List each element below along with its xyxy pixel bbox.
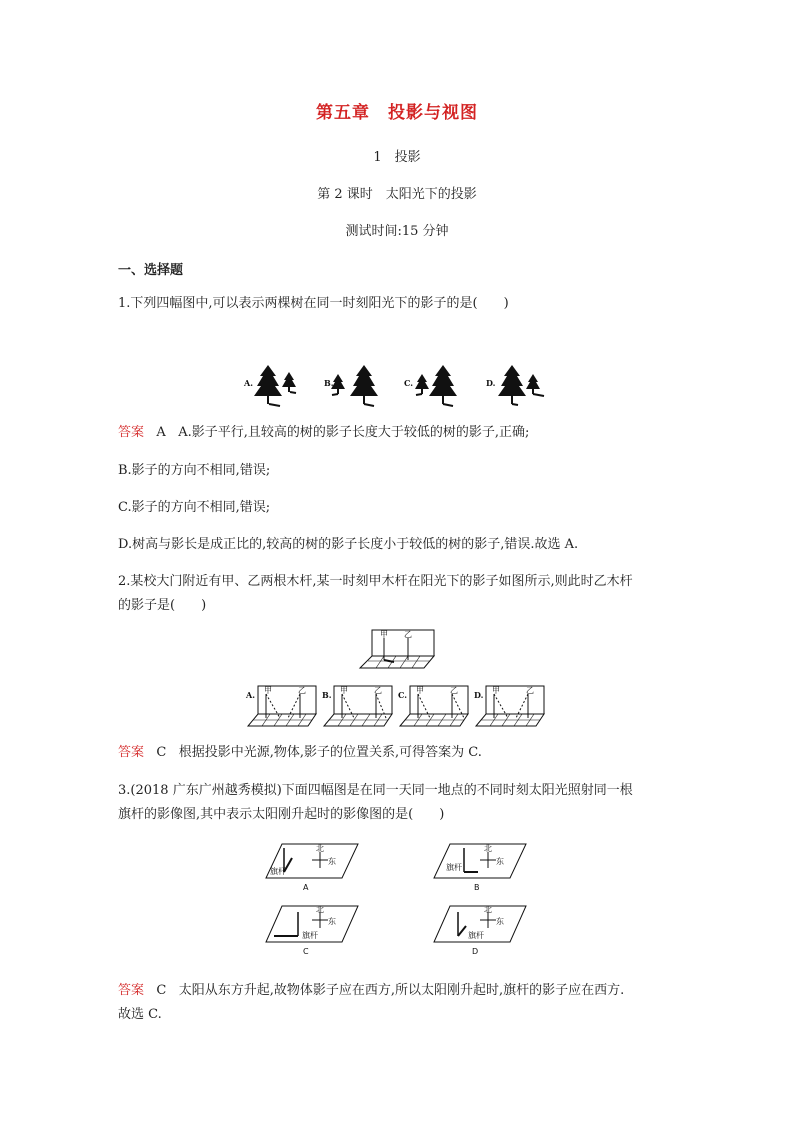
q2-pole-jia-label: 甲 [380,630,388,639]
q3-option-a [266,843,358,892]
lesson-title: 第 2 课时 太阳光下的投影 [317,187,477,202]
q3-stem-line-2: 旗杆的影像图,其中表示太阳刚升起时的影像图的是( ) [118,807,445,822]
q2-reference-figure [356,628,442,670]
q1-option-label-b: B. [324,378,334,388]
q2-stem-line-2: 的影子是( ) [118,598,207,613]
q2-option-a-jia: 甲 [264,686,272,695]
q1-option-a-trees [254,365,296,406]
q3-b-pole: 旗杆 [446,863,462,872]
q3-answer-label: 答案 [118,983,145,998]
q2-answer-letter: C [156,745,167,760]
q3-option-label-a: A [303,883,309,892]
q1-option-label-d: D. [486,378,496,388]
q3-d-north: 北 [484,905,492,914]
chapter-title: 第五章 投影与视图 [316,103,478,123]
q3-b-east: 东 [496,857,504,866]
q1-answer-letter: A [156,425,166,440]
q2-option-label-c: C. [398,690,408,700]
q3-option-label-d: D [472,947,479,956]
q3-d-pole: 旗杆 [468,931,484,940]
q1-option-label-c: C. [404,378,414,388]
q2-option-c [398,686,468,726]
q2-pole-yi-label: 乙 [404,630,412,639]
q1-answer-label: 答案 [118,425,145,440]
q1-option-d-trees [498,365,544,405]
q3-b-north: 北 [484,844,492,853]
q1-explanation-a: A.影子平行,且较高的树的影子长度大于较低的树的影子,正确; [178,425,530,440]
q2-stem-line-1: 2.某校大门附近有甲、乙两根木杆,某一时刻甲木杆在阳光下的影子如图所示,则此时乙木杆 [118,574,633,589]
q3-stem-line-1: 3.(2018 广东广州越秀模拟)下面四幅图是在同一天同一地点的不同时刻太阳光照射同一根 [118,783,633,798]
q3-c-east: 东 [328,917,336,926]
q1-stem: 1.下列四幅图中,可以表示两棵树在同一时刻阳光下的影子的是( ) [118,296,509,311]
q2-option-a-yi: 乙 [298,686,306,695]
q2-option-d-yi: 乙 [526,686,534,695]
test-time: 测试时间:15 分钟 [345,224,449,239]
q2-option-d [474,686,544,726]
q3-answer-line [118,982,624,1000]
q2-answer-label: 答案 [118,745,145,760]
q3-explanation-2: 故选 C. [118,1007,162,1022]
q2-option-b-jia: 甲 [340,686,348,695]
q3-option-label-c: C [303,947,309,956]
q1-option-b-trees [331,365,378,406]
section-title: 1 投影 [373,150,421,165]
q2-answer-line [118,744,482,762]
q3-explanation-1: 太阳从东方升起,故物体影子应在西方,所以太阳刚升起时,旗杆的影子应在西方. [178,983,625,998]
q2-option-d-jia: 甲 [492,686,500,695]
q3-c-pole: 旗杆 [302,931,318,940]
q2-option-label-a: A. [246,690,255,700]
q1-answer-line [118,424,529,442]
q1-explanation-c: C.影子的方向不相同,错误; [118,500,271,515]
q1-figure [240,360,560,410]
q3-d-east: 东 [496,917,504,926]
q2-option-c-yi: 乙 [450,686,458,695]
q3-a-east: 东 [328,857,336,866]
q2-option-c-jia: 甲 [416,686,424,695]
q2-option-b [322,686,392,726]
q3-figure [262,838,532,958]
section-heading: 一、选择题 [118,263,184,278]
q2-option-b-yi: 乙 [374,686,382,695]
q3-option-label-b: B [474,883,480,892]
q3-a-pole: 旗杆 [270,867,286,876]
q3-answer-letter: C [156,983,167,998]
q2-option-label-b: B. [322,690,332,700]
q2-option-a [245,686,316,726]
q3-option-d [434,904,526,956]
q1-option-label-a: A. [244,378,253,388]
q2-options-figure [244,684,550,730]
q1-explanation-b: B.影子的方向不相同,错误; [118,463,271,478]
q3-option-b [434,843,526,892]
q1-option-c-trees [415,365,457,406]
q3-c-north: 北 [316,905,324,914]
q2-option-label-d: D. [474,690,484,700]
q2-explanation: 根据投影中光源,物体,影子的位置关系,可得答案为 C. [178,745,482,760]
q1-explanation-d: D.树高与影长是成正比的,较高的树的影子长度小于较低的树的影子,错误.故选 A. [118,537,579,552]
q3-a-north: 北 [316,844,324,853]
q3-option-c [266,904,358,956]
